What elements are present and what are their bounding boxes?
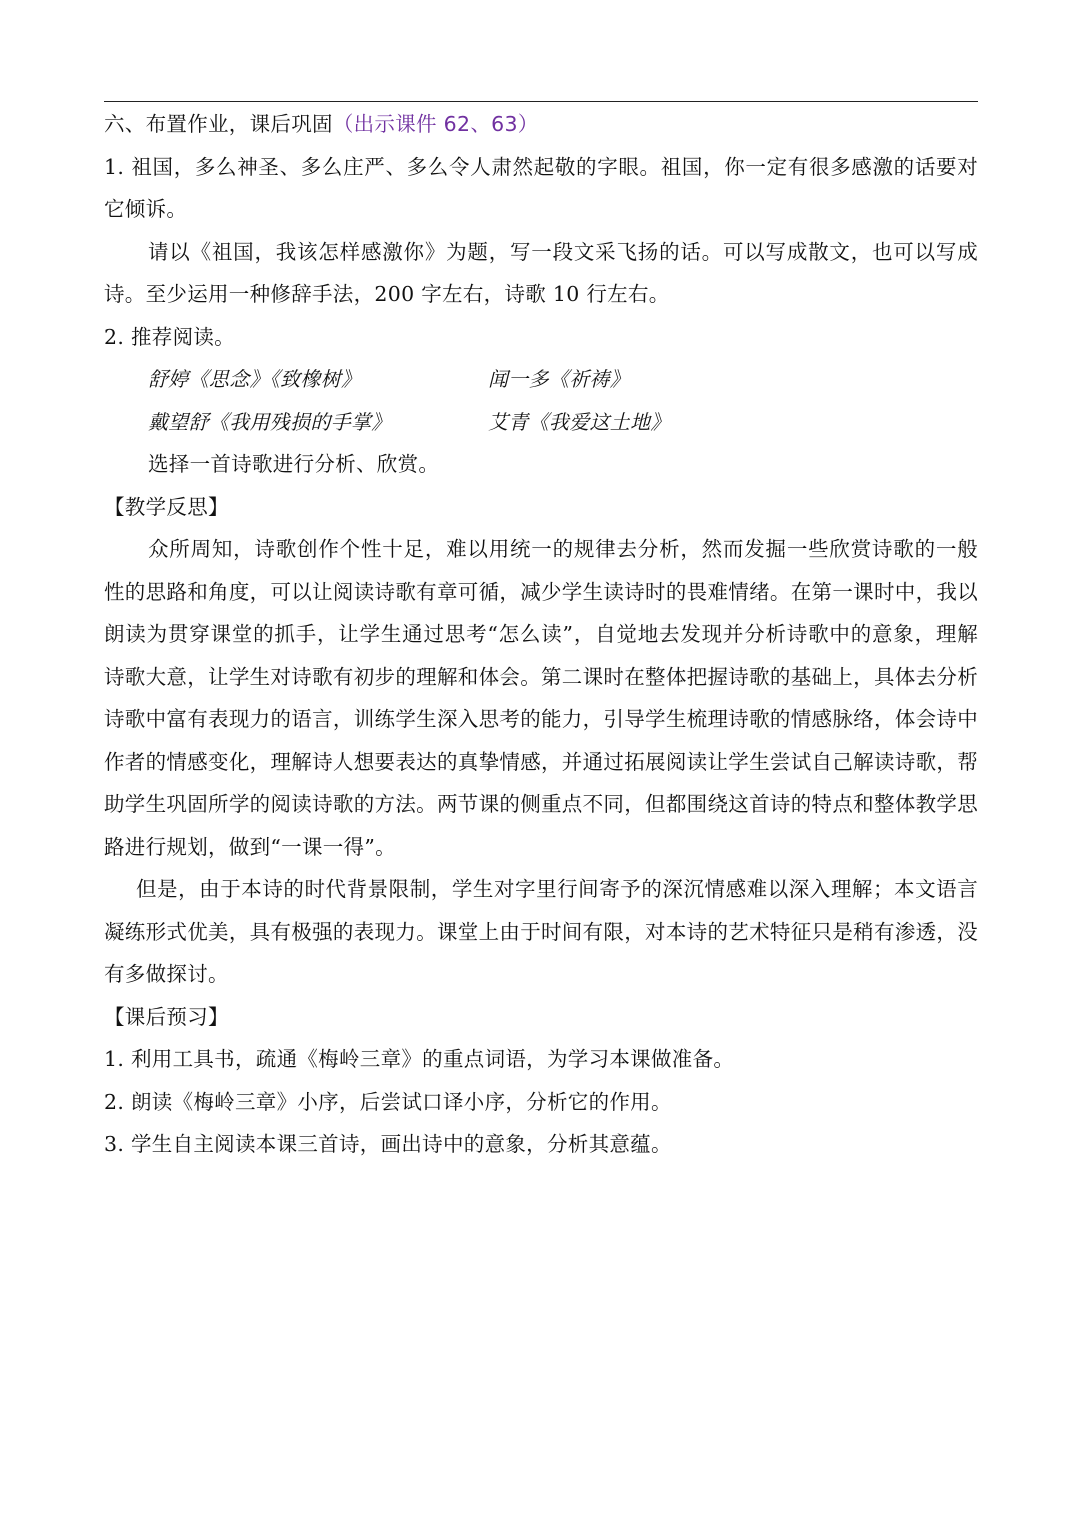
header-rule: [104, 101, 978, 102]
reading-entry: 艾青《我爱这土地》: [488, 409, 671, 434]
homework-item-2-title: 2. 推荐阅读。: [104, 324, 235, 349]
reading-entry: 闻一多《祈祷》: [488, 367, 631, 391]
reading-entry: 戴望舒《我用残损的手掌》: [148, 409, 392, 434]
courseware-note: （出示课件 62、63）: [332, 112, 539, 136]
reflection-paragraph-2: 但是，由于本诗的时代背景限制，学生对字里行间寄予的深沉情感难以深入理解；本文语言凝练形式优美，具有极强的表现力。课堂上由于时间有限，对本诗的艺术特征只是稍有渗透，没有多做探讨。: [104, 877, 978, 986]
homework-item-1: 1. 祖国，多么神圣、多么庄严、多么令人肃然起敬的字眼。祖国，你一定有很多感激的话要对它倾诉。: [104, 154, 978, 221]
preview-item-2: 2. 朗读《梅岭三章》小序，后尝试口译小序，分析它的作用。: [104, 1089, 672, 1114]
page-content: [104, 103, 978, 1166]
preview-heading: 【课后预习】: [104, 1004, 229, 1029]
reading-row-2: [104, 401, 978, 444]
section-heading-text: 六、布置作业，课后巩固: [104, 112, 333, 136]
reflection-heading: 【教学反思】: [104, 494, 229, 519]
homework-item-2-task: 选择一首诗歌进行分析、欣赏。: [148, 452, 440, 476]
reading-row-1: [104, 358, 978, 401]
preview-item-1: 1. 利用工具书，疏通《梅岭三章》的重点词语，为学习本课做准备。: [104, 1047, 735, 1071]
reflection-paragraph-1: 众所周知，诗歌创作个性十足，难以用统一的规律去分析，然而发掘一些欣赏诗歌的一般性的思路和角度，可以让阅读诗歌有章可循，减少学生读诗时的畏难情绪。在第一课时中，我以朗读为贯穿课堂的抓手，让学生通过思考“怎么读”，自觉地去发现并分析诗歌中的意象，理解诗歌大意，让学生对诗歌有初步的理解和体会。第二课时在整体把握诗歌的基础上，具体去分析诗歌中富有表现力的语言，训练学生深入思考的能力，引导学生梳理诗歌的情感脉络，体会诗中作者的情感变化，理解诗人想要表达的真挚情感，并通过拓展阅读让学生尝试自己解读诗歌，帮助学生巩固所学的阅读诗歌的方法。两节课的侧重点不同，但都围绕这首诗的特点和整体教学思路进行规划，做到“一课一得”。: [104, 537, 978, 859]
section-heading: [104, 103, 978, 146]
homework-item-1-task: 请以《祖国，我该怎样感激你》为题，写一段文采飞扬的话。可以写成散文，也可以写成诗。至少运用一种修辞手法，200 字左右，诗歌 10 行左右。: [104, 239, 978, 306]
reading-entry: 舒婷《思念》《致橡树》: [148, 367, 362, 391]
preview-item-3: 3. 学生自主阅读本课三首诗，画出诗中的意象，分析其意蕴。: [104, 1132, 672, 1156]
